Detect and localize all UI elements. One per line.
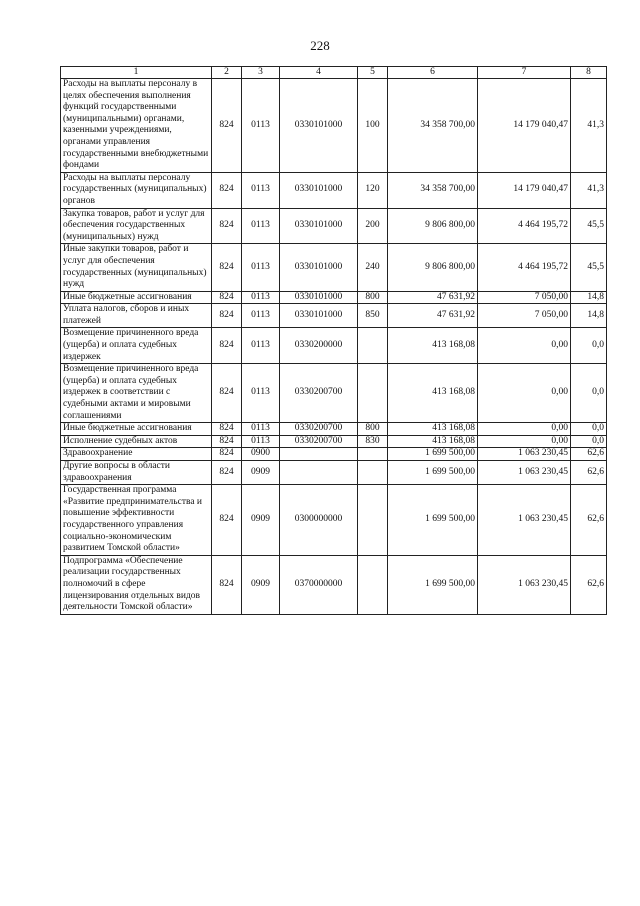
row-name-cell: Здравоохранение (61, 448, 212, 461)
expense-type-cell (358, 328, 388, 364)
target-article-cell: 0330101000 (280, 304, 358, 328)
section-code-cell: 0113 (242, 79, 280, 173)
column-header: 1 (61, 67, 212, 79)
expense-type-cell (358, 364, 388, 423)
planned-amount-cell: 9 806 800,00 (388, 208, 478, 244)
target-article-cell: 0330200700 (280, 435, 358, 448)
expense-type-cell: 830 (358, 435, 388, 448)
execution-percent-cell: 14,8 (571, 291, 607, 304)
column-header: 8 (571, 67, 607, 79)
grbs-code-cell: 824 (212, 328, 242, 364)
target-article-cell: 0330101000 (280, 244, 358, 291)
target-article-cell: 0330101000 (280, 79, 358, 173)
execution-percent-cell: 0,0 (571, 328, 607, 364)
planned-amount-cell: 1 699 500,00 (388, 448, 478, 461)
target-article-cell: 0330101000 (280, 208, 358, 244)
table-row (61, 435, 607, 448)
executed-amount-cell: 1 063 230,45 (478, 461, 571, 485)
expense-type-cell (358, 555, 388, 614)
table-header-row (61, 67, 607, 79)
executed-amount-cell: 4 464 195,72 (478, 208, 571, 244)
expense-type-cell: 120 (358, 172, 388, 208)
table-row (61, 461, 607, 485)
grbs-code-cell: 824 (212, 208, 242, 244)
table-row (61, 485, 607, 556)
planned-amount-cell: 47 631,92 (388, 304, 478, 328)
grbs-code-cell: 824 (212, 435, 242, 448)
section-code-cell: 0113 (242, 423, 280, 436)
grbs-code-cell: 824 (212, 291, 242, 304)
row-name-cell: Иные закупки товаров, работ и услуг для обеспечения государственных (муниципальных) нужд (61, 244, 212, 291)
execution-percent-cell: 45,5 (571, 208, 607, 244)
executed-amount-cell: 0,00 (478, 423, 571, 436)
planned-amount-cell: 413 168,08 (388, 423, 478, 436)
column-header: 7 (478, 67, 571, 79)
section-code-cell: 0113 (242, 364, 280, 423)
expense-type-cell: 240 (358, 244, 388, 291)
planned-amount-cell: 1 699 500,00 (388, 485, 478, 556)
row-name-cell: Другие вопросы в области здравоохранения (61, 461, 212, 485)
planned-amount-cell: 34 358 700,00 (388, 79, 478, 173)
section-code-cell: 0113 (242, 208, 280, 244)
expense-type-cell: 850 (358, 304, 388, 328)
row-name-cell: Возмещение причиненного вреда (ущерба) и оплата судебных издержек (61, 328, 212, 364)
row-name-cell: Закупка товаров, работ и услуг для обеспечения государственных (муниципальных) нужд (61, 208, 212, 244)
planned-amount-cell: 1 699 500,00 (388, 555, 478, 614)
table-row (61, 448, 607, 461)
planned-amount-cell: 34 358 700,00 (388, 172, 478, 208)
execution-percent-cell: 62,6 (571, 448, 607, 461)
execution-percent-cell: 0,0 (571, 435, 607, 448)
row-name-cell: Расходы на выплаты персоналу в целях обеспечения выполнения функций государственными (муниципальными) органами, казенными учреждениями, органами управления государственными внебюджетными фондами (61, 79, 212, 173)
table-row (61, 172, 607, 208)
section-code-cell: 0900 (242, 448, 280, 461)
expense-type-cell: 800 (358, 423, 388, 436)
table-row (61, 555, 607, 614)
table-row (61, 423, 607, 436)
grbs-code-cell: 824 (212, 448, 242, 461)
table-row (61, 291, 607, 304)
planned-amount-cell: 413 168,08 (388, 364, 478, 423)
row-name-cell: Исполнение судебных актов (61, 435, 212, 448)
planned-amount-cell: 1 699 500,00 (388, 461, 478, 485)
row-name-cell: Государственная программа «Развитие предпринимательства и повышение эффективности государственного управления социально-экономическим развитием Томской области» (61, 485, 212, 556)
grbs-code-cell: 824 (212, 423, 242, 436)
row-name-cell: Подпрограмма «Обеспечение реализации государственных полномочий в сфере лицензирования отдельных видов деятельности Томской области» (61, 555, 212, 614)
executed-amount-cell: 14 179 040,47 (478, 172, 571, 208)
budget-execution-table (60, 66, 607, 615)
executed-amount-cell: 14 179 040,47 (478, 79, 571, 173)
row-name-cell: Возмещение причиненного вреда (ущерба) и оплата судебных издержек в соответствии с судебными актами и мировыми соглашениями (61, 364, 212, 423)
column-header: 2 (212, 67, 242, 79)
expense-type-cell: 800 (358, 291, 388, 304)
execution-percent-cell: 14,8 (571, 304, 607, 328)
executed-amount-cell: 4 464 195,72 (478, 244, 571, 291)
target-article-cell: 0300000000 (280, 485, 358, 556)
row-name-cell: Иные бюджетные ассигнования (61, 291, 212, 304)
table-row (61, 328, 607, 364)
executed-amount-cell: 0,00 (478, 364, 571, 423)
execution-percent-cell: 62,6 (571, 555, 607, 614)
table-row (61, 244, 607, 291)
table-row (61, 304, 607, 328)
section-code-cell: 0909 (242, 485, 280, 556)
section-code-cell: 0113 (242, 304, 280, 328)
grbs-code-cell: 824 (212, 485, 242, 556)
section-code-cell: 0113 (242, 172, 280, 208)
grbs-code-cell: 824 (212, 244, 242, 291)
target-article-cell: 0330200700 (280, 364, 358, 423)
expense-type-cell (358, 485, 388, 556)
executed-amount-cell: 1 063 230,45 (478, 485, 571, 556)
planned-amount-cell: 413 168,08 (388, 328, 478, 364)
expense-type-cell: 100 (358, 79, 388, 173)
section-code-cell: 0113 (242, 435, 280, 448)
executed-amount-cell: 0,00 (478, 328, 571, 364)
execution-percent-cell: 45,5 (571, 244, 607, 291)
execution-percent-cell: 41,3 (571, 79, 607, 173)
section-code-cell: 0113 (242, 328, 280, 364)
target-article-cell: 0330101000 (280, 291, 358, 304)
grbs-code-cell: 824 (212, 304, 242, 328)
section-code-cell: 0113 (242, 291, 280, 304)
expense-type-cell (358, 448, 388, 461)
expense-type-cell: 200 (358, 208, 388, 244)
row-name-cell: Иные бюджетные ассигнования (61, 423, 212, 436)
grbs-code-cell: 824 (212, 79, 242, 173)
planned-amount-cell: 47 631,92 (388, 291, 478, 304)
planned-amount-cell: 413 168,08 (388, 435, 478, 448)
grbs-code-cell: 824 (212, 555, 242, 614)
table-row (61, 79, 607, 173)
grbs-code-cell: 824 (212, 172, 242, 208)
execution-percent-cell: 0,0 (571, 423, 607, 436)
target-article-cell (280, 448, 358, 461)
executed-amount-cell: 7 050,00 (478, 304, 571, 328)
section-code-cell: 0113 (242, 244, 280, 291)
executed-amount-cell: 1 063 230,45 (478, 555, 571, 614)
executed-amount-cell: 1 063 230,45 (478, 448, 571, 461)
grbs-code-cell: 824 (212, 364, 242, 423)
column-header: 3 (242, 67, 280, 79)
table-row (61, 364, 607, 423)
execution-percent-cell: 62,6 (571, 461, 607, 485)
target-article-cell (280, 461, 358, 485)
expense-type-cell (358, 461, 388, 485)
execution-percent-cell: 62,6 (571, 485, 607, 556)
target-article-cell: 0330200000 (280, 328, 358, 364)
column-header: 5 (358, 67, 388, 79)
grbs-code-cell: 824 (212, 461, 242, 485)
row-name-cell: Расходы на выплаты персоналу государственных (муниципальных) органов (61, 172, 212, 208)
page-number: 228 (310, 38, 330, 53)
executed-amount-cell: 7 050,00 (478, 291, 571, 304)
target-article-cell: 0370000000 (280, 555, 358, 614)
execution-percent-cell: 0,0 (571, 364, 607, 423)
section-code-cell: 0909 (242, 461, 280, 485)
section-code-cell: 0909 (242, 555, 280, 614)
target-article-cell: 0330200700 (280, 423, 358, 436)
executed-amount-cell: 0,00 (478, 435, 571, 448)
column-header: 4 (280, 67, 358, 79)
column-header: 6 (388, 67, 478, 79)
planned-amount-cell: 9 806 800,00 (388, 244, 478, 291)
target-article-cell: 0330101000 (280, 172, 358, 208)
execution-percent-cell: 41,3 (571, 172, 607, 208)
row-name-cell: Уплата налогов, сборов и иных платежей (61, 304, 212, 328)
table-row (61, 208, 607, 244)
table-body (61, 79, 607, 615)
